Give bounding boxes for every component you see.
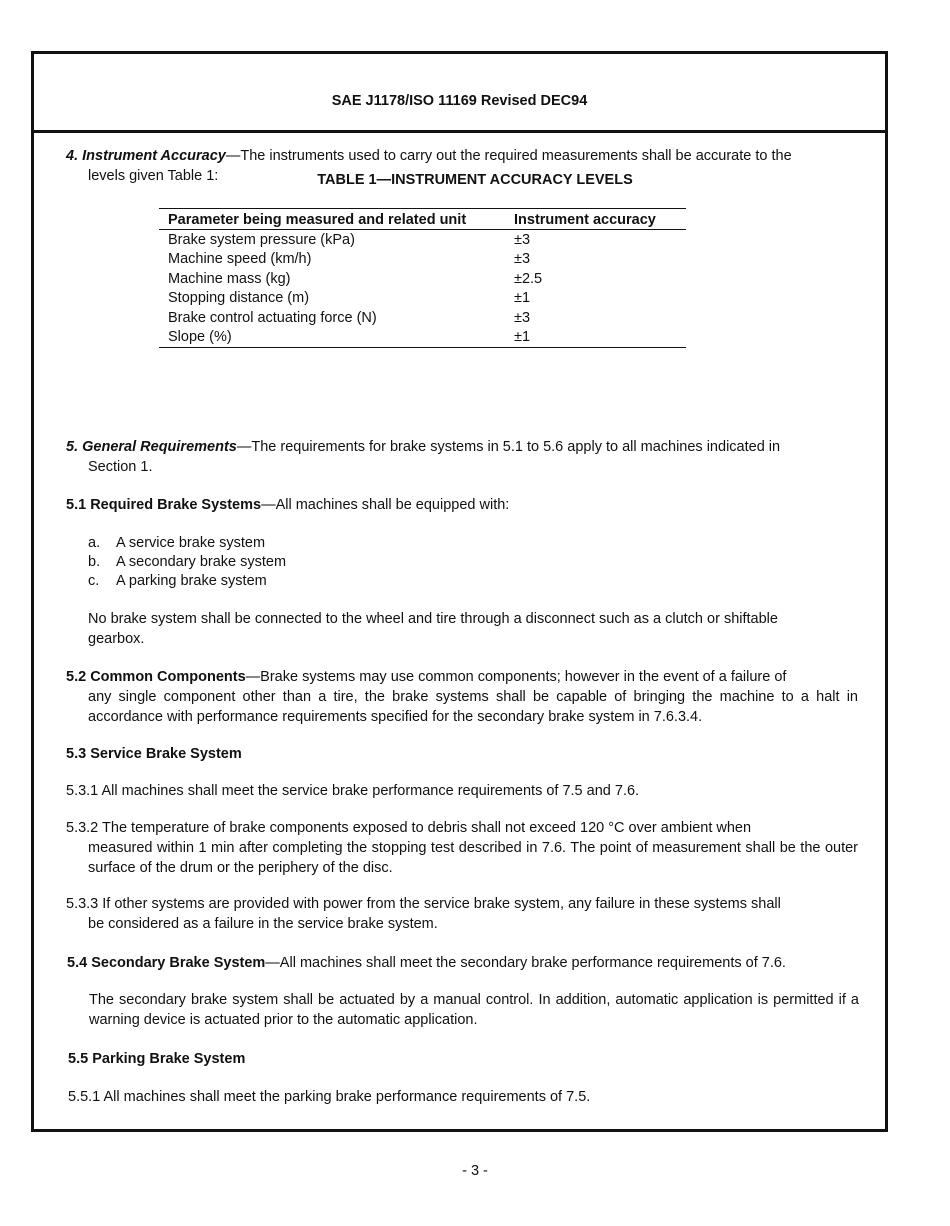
table-cell-accuracy: ±3	[514, 231, 531, 248]
table-header-row	[159, 209, 686, 230]
table-cell-accuracy: ±1	[514, 328, 686, 348]
section-5-3-3-line1: If other systems are provided with power from the service brake system, any failure in these systems shall	[102, 896, 781, 912]
list-item-label: c.	[88, 573, 100, 589]
section-4-number: 4.	[66, 148, 79, 164]
section-5-4-heading: Secondary Brake System	[91, 955, 266, 971]
table-cell-accuracy: ±2.5	[514, 270, 543, 287]
section-5-3-3-number: 5.3.3	[66, 896, 99, 912]
table-row	[159, 269, 686, 289]
table-cell-accuracy: ±1	[514, 290, 531, 307]
page-number: - 3 -	[462, 1163, 488, 1179]
header-band	[34, 54, 885, 133]
section-5-3-2-number: 5.3.2	[66, 820, 99, 836]
section-5-1	[66, 495, 858, 515]
section-5-3-2	[66, 818, 858, 878]
section-5-3-number: 5.3	[66, 746, 87, 762]
section-5-1-text: —All machines shall be equipped with:	[261, 497, 510, 513]
section-5-4-number: 5.4	[67, 955, 88, 971]
document-header-title: SAE J1178/ISO 11169 Revised DEC94	[331, 93, 588, 109]
section-5-5-1-text: All machines shall meet the parking brake performance requirements of 7.5.	[103, 1089, 591, 1105]
section-5-2-text-rest: any single component other than a tire, the brake systems shall be capable of bringing the machine to a halt in accordance with performance requirements specified for the secondary brake system in 7.6.3.4.	[88, 689, 858, 725]
section-5-2	[66, 667, 858, 727]
section-5-5-1-number: 5.5.1	[68, 1089, 101, 1105]
section-4-text-line2: levels given Table 1:	[88, 168, 219, 184]
table-cell-parameter: Machine mass (kg)	[168, 270, 291, 287]
list-item-label: b.	[88, 554, 101, 570]
table-cell-accuracy: ±3	[514, 251, 531, 268]
section-5-3	[66, 744, 858, 764]
section-5-1-number: 5.1	[66, 497, 87, 513]
section-5-3-3	[66, 894, 858, 934]
table-row	[159, 230, 686, 250]
list-item-text: A parking brake system	[116, 573, 267, 589]
table-row	[159, 328, 686, 348]
section-5-2-heading: Common Components	[90, 669, 246, 685]
section-5-5-heading: Parking Brake System	[92, 1051, 246, 1067]
section-5-1-note-line2: gearbox.	[88, 631, 145, 647]
section-5-4	[67, 953, 859, 973]
section-5-1-note-line1: No brake system shall be connected to the wheel and tire through a disconnect such as a clutch or shiftable	[88, 611, 778, 627]
table-row	[159, 289, 686, 309]
section-5-heading: General Requirements	[82, 439, 237, 455]
section-5-4-note: The secondary brake system shall be actuated by a manual control. In addition, automatic application is permitted if a warning device is actuated prior to the automatic application.	[89, 992, 859, 1028]
section-5-3-2-line1: The temperature of brake components exposed to debris shall not exceed 120 °C over ambient when	[102, 820, 752, 836]
section-5-text-line2: Section 1.	[88, 459, 153, 475]
table-1	[159, 208, 686, 348]
section-5-5-number: 5.5	[68, 1051, 89, 1067]
section-5-number: 5.	[66, 439, 79, 455]
section-5-3-1-text: All machines shall meet the service brake performance requirements of 7.5 and 7.6.	[101, 783, 640, 799]
section-5-1-heading: Required Brake Systems	[90, 497, 262, 513]
list-item	[88, 553, 286, 572]
section-5-3-heading: Service Brake System	[90, 746, 242, 762]
section-5-3-2-rest: measured within 1 min after completing the stopping test described in 7.6. The point of measurement shall be the outer surface of the drum or the periphery of the disc.	[88, 840, 858, 876]
section-4-text-line1: —The instruments used to carry out the required measurements shall be accurate to the	[225, 148, 792, 164]
list-item-text: A service brake system	[116, 535, 266, 551]
table-cell-parameter: Stopping distance (m)	[168, 290, 310, 307]
list-item	[88, 572, 267, 591]
section-5-4-text: —All machines shall meet the secondary brake performance requirements of 7.6.	[265, 955, 786, 971]
table-row	[159, 250, 686, 270]
section-5	[66, 437, 858, 477]
section-5-2-text-line1: —Brake systems may use common components; however in the event of a failure of	[245, 669, 787, 685]
section-5-3-1	[66, 781, 858, 801]
section-5-text-line1: —The requirements for brake systems in 5.1 to 5.6 apply to all machines indicated in	[236, 439, 781, 455]
table-cell-parameter: Slope (%)	[159, 328, 514, 348]
section-5-5	[68, 1049, 860, 1069]
list-item-label: a.	[88, 535, 101, 551]
table-col-parameter: Parameter being measured and related unit	[159, 209, 514, 230]
list-item	[88, 534, 265, 553]
list-item-text: A secondary brake system	[116, 554, 287, 570]
section-5-5-1	[68, 1087, 860, 1107]
section-5-1-note	[88, 609, 858, 649]
section-4-heading: Instrument Accuracy	[82, 148, 226, 164]
section-5-3-3-rest: be considered as a failure in the service brake system.	[88, 916, 438, 932]
section-5-3-1-number: 5.3.1	[66, 783, 99, 799]
table-cell-parameter: Brake control actuating force (N)	[168, 309, 377, 326]
table-col-accuracy: Instrument accuracy	[514, 209, 686, 230]
table-row	[159, 308, 686, 328]
table-1-title: TABLE 1—INSTRUMENT ACCURACY LEVELS	[317, 172, 633, 188]
section-5-2-number: 5.2	[66, 669, 87, 685]
table-cell-accuracy: ±3	[514, 309, 531, 326]
table-cell-parameter: Machine speed (km/h)	[168, 251, 312, 268]
table-cell-parameter: Brake system pressure (kPa)	[168, 231, 355, 248]
